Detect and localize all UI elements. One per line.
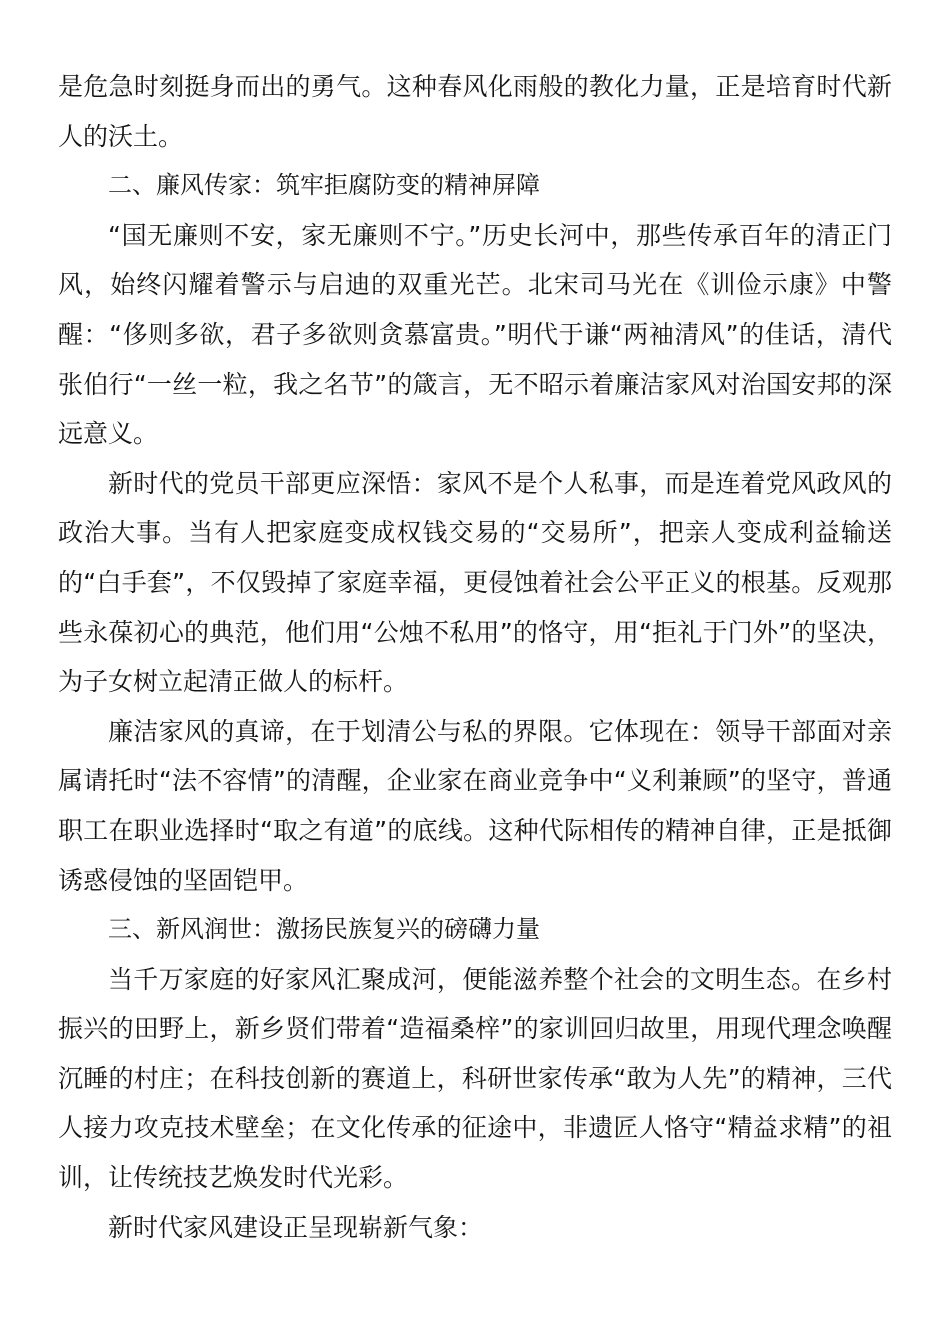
- paragraph-party-cadres: 新时代的党员干部更应深悟：家风不是个人私事，而是连着党风政风的政治大事。当有人把家庭变成权钱交易的“交易所”，把亲人变成利益输送的“白手套”，不仅毁掉了家庭幸福，更侵蚀着社会公平正义的根基。反观那些永葆初心的典范，他们用“公烛不私用”的恪守，用“拒礼于门外”的坚决，为子女树立起清正做人的标杆。: [58, 468, 892, 697]
- paragraph-public-private: 廉洁家风的真谛，在于划清公与私的界限。它体现在：领导干部面对亲属请托时“法不容情”的清醒，企业家在商业竞争中“义利兼顾”的坚守，普通职工在职业选择时“取之有道”的底线。这种代际相传的精神自律，正是抵御诱惑侵蚀的坚固铠甲。: [58, 716, 892, 895]
- paragraph-social-civilization: 当千万家庭的好家风汇聚成河，便能滋养整个社会的文明生态。在乡村振兴的田野上，新乡贤们带着“造福桑梓”的家训回归故里，用现代理念唤醒沉睡的村庄；在科技创新的赛道上，科研世家传承“敢为人先”的精神，三代人接力攻克技术壁垒；在文化传承的征途中，非遗匠人恪守“精益求精”的祖训，让传统技艺焕发时代光彩。: [58, 964, 892, 1193]
- paragraph-new-era: 新时代家风建设正呈现崭新气象：: [108, 1212, 484, 1242]
- paragraph-continued: 是危急时刻挺身而出的勇气。这种春风化雨般的教化力量，正是培育时代新人的沃土。: [58, 72, 892, 151]
- section-heading-three: 三、新风润世：激扬民族复兴的磅礴力量: [108, 915, 540, 944]
- paragraph-integrity-history: “国无廉则不安，家无廉则不宁。”历史长河中，那些传承百年的清正门风，始终闪耀着警示与启迪的双重光芒。北宋司马光在《训俭示康》中警醒：“侈则多欲，君子多欲则贪慕富贵。”明代于谦“两袖清风”的佳话，清代张伯行“一丝一粒，我之名节”的箴言，无不昭示着廉洁家风对治国安邦的深远意义。: [58, 220, 892, 449]
- section-heading-two: 二、廉风传家：筑牢拒腐防变的精神屏障: [108, 171, 540, 200]
- document-page: [58, 62, 892, 1252]
